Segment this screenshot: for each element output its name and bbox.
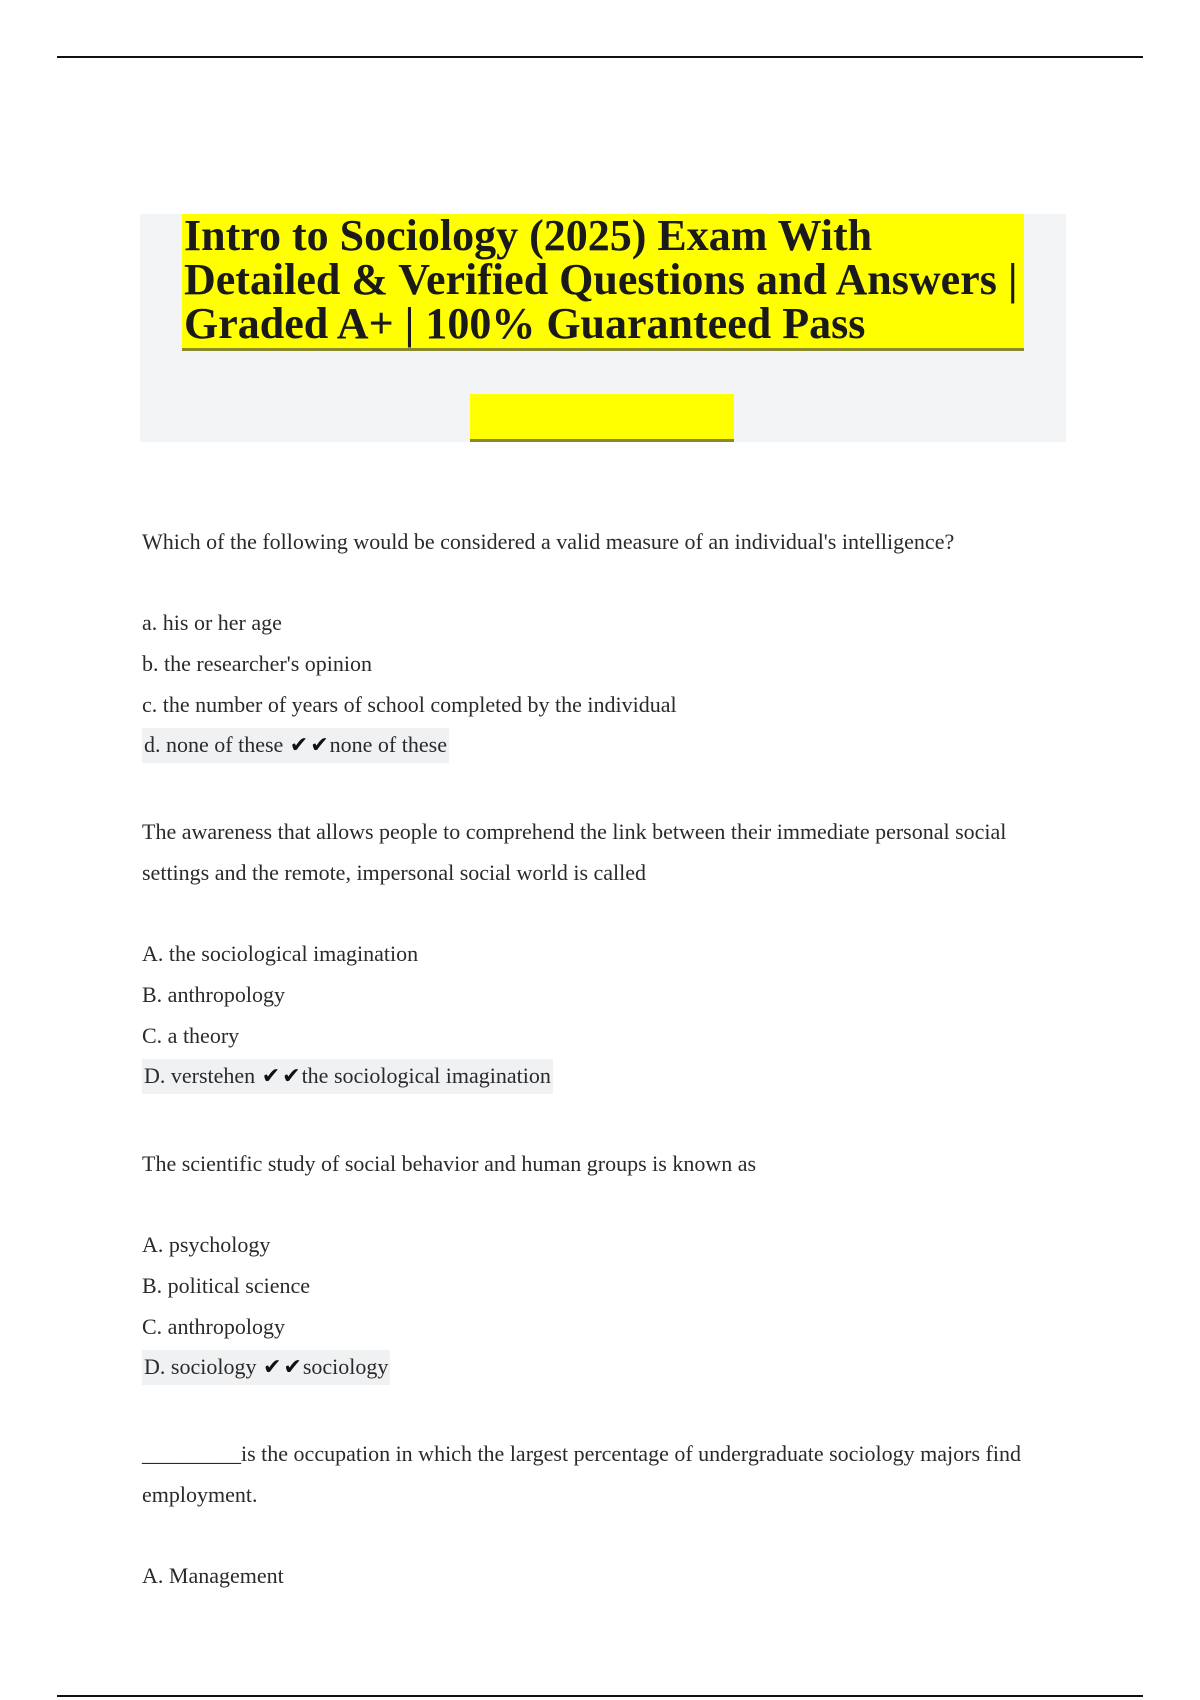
answer-line (142, 728, 449, 763)
bottom-rule (57, 1695, 1143, 1697)
option-d: D. sociology (144, 1354, 257, 1379)
answer-text: the sociological imagination (301, 1063, 551, 1088)
answer-line (142, 1350, 390, 1385)
question-text: The awareness that allows people to comprehend the link between their immediate personal social settings and the remote, impersonal social world is called (142, 819, 1007, 885)
answer-text: none of these (329, 732, 447, 757)
checkmark-icon: ✔ (283, 1355, 302, 1380)
option-c: C. anthropology (142, 1314, 285, 1339)
checkmark-icon: ✔ (310, 733, 329, 758)
option-a: a. his or her age (142, 610, 282, 635)
question-text: Which of the following would be considered a valid measure of an individual's intelligence? (142, 529, 955, 554)
option-d: d. none of these (144, 732, 284, 757)
fill-in-blank: _________ (142, 1441, 241, 1466)
option-c: C. a theory (142, 1023, 240, 1048)
checkmark-icon: ✔ (262, 1355, 282, 1380)
option-a: A. psychology (142, 1232, 271, 1257)
option-b: B. anthropology (142, 982, 285, 1007)
title-highlight (182, 211, 1024, 351)
title-highlight-bar (470, 394, 734, 442)
option-b: b. the researcher's opinion (142, 651, 372, 676)
question-3 (142, 1143, 1062, 1385)
question-text: The scientific study of social behavior and human groups is known as (142, 1151, 757, 1176)
checkmark-icon: ✔ (282, 1064, 301, 1089)
option-b: B. political science (142, 1273, 310, 1298)
option-a: A. the sociological imagination (142, 941, 419, 966)
answer-text: sociology (302, 1354, 389, 1379)
question-2 (142, 811, 1062, 1094)
option-c: c. the number of years of school completed by the individual (142, 692, 677, 717)
option-a: A. Management (142, 1563, 284, 1588)
option-d: D. verstehen (144, 1063, 256, 1088)
checkmark-icon: ✔ (289, 733, 309, 758)
question-text (142, 1433, 1062, 1515)
question-body: is the occupation in which the largest percentage of undergraduate sociology majors find employment. (142, 1441, 1021, 1507)
question-4 (142, 1433, 1062, 1596)
answer-line (142, 1059, 553, 1094)
question-1 (142, 521, 1062, 763)
top-rule (57, 56, 1143, 58)
document-title: Intro to Sociology (2025) Exam With Detailed & Verified Questions and Answers | Graded A+ | 100% Guaranteed Pass (184, 211, 1018, 348)
checkmark-icon: ✔ (261, 1064, 281, 1089)
